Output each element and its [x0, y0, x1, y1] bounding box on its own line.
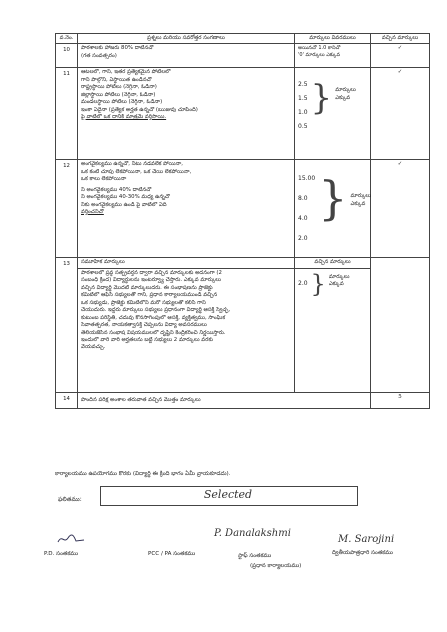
marks-value: 0.5: [298, 123, 308, 131]
marks-value: 1.0: [298, 109, 308, 117]
criteria-line: సంబంధి క్రింద) విద్యార్థులను ఇంటర్వ్యూ చేస్తారు. ఎక్కువ మార్కులు: [81, 277, 221, 284]
marks-label: [335, 81, 356, 102]
row-criteria: [78, 160, 295, 258]
row-number: 11: [56, 68, 78, 160]
marks-label-line: ఎక్కువ: [350, 200, 366, 207]
criteria-line: పాఠశాలకు హాజరు 80% దాటినచో: [81, 45, 154, 52]
marks-label-line: మార్కులు: [335, 87, 356, 94]
header-marks-detail: మార్కులు వివరములు: [295, 34, 371, 44]
row-number: 14: [56, 392, 78, 408]
criteria-line: పొందిన పరిక్ష అంశాల తరువాత వచ్చిన మొత్తం మార్కులు: [81, 396, 201, 403]
row-criteria: [78, 268, 295, 392]
row-criteria: [78, 392, 371, 408]
criteria-line: నీ అంగవైకల్యము 40% దాటినచో: [81, 186, 152, 193]
header-criteria: ప్రశ్నలు మరియు సవరోత్తర సంగణాలు: [78, 34, 295, 44]
table-row: [56, 44, 430, 68]
marks-value: 1.5: [298, 95, 308, 103]
table-row: [56, 392, 430, 408]
table-header-row: [56, 34, 430, 44]
head-office-label: (ప్రధాన కార్యాలయము): [250, 563, 302, 569]
marks-label-line: ఎక్కువ: [328, 281, 344, 288]
header-marks-awarded: వచ్చిన మార్కులు: [371, 34, 430, 44]
row-detail: [295, 44, 371, 68]
criteria-line: కుటుంబ పరిస్థితి, చదువు కొనసాగింపులో ఆసక్తి, వ్యక్తిత్వము, సాంఘిక: [81, 314, 226, 321]
row-awarded: [371, 258, 430, 392]
marks-values: [298, 81, 308, 137]
marks-value: 2.0: [298, 235, 308, 243]
criteria-line: అంగవైకల్యము ఉన్నచో, నీటు నడవలేక పోయినా,: [81, 161, 183, 168]
marks-values: [298, 272, 308, 294]
table-row: [56, 258, 430, 268]
row-number: 10: [56, 44, 78, 68]
criteria-line: ఇందులో వారి వారి అర్హతలను బట్టి సభ్యులు 2 మార్కులు వరకు: [81, 336, 213, 343]
criteria-line: గాని పాల్గొని, ఏస్థాయిత ఉండినచో: [81, 76, 152, 83]
office-use-note: కార్యాలయము ఉపయోగము కొరకు (విద్యార్థి ఈ క్రింది భాగం ఏమీ వ్రాయకూడదు).: [55, 471, 231, 477]
row-awarded: ✓: [371, 44, 430, 68]
row-criteria: [78, 68, 295, 160]
row-number: 12: [56, 160, 78, 258]
result-label: ఫలితము:: [58, 496, 82, 503]
header-serial: వ.నెం.: [56, 34, 78, 44]
marks-values: [298, 175, 315, 255]
row-detail: [295, 160, 371, 258]
row-detail: [295, 68, 371, 160]
marks-value: 8.0: [298, 195, 308, 203]
brace-icon: }: [310, 269, 326, 298]
criteria-line: మండలస్థాయి పోటీలు (నెగ్గినా, ఓడినా): [81, 99, 163, 106]
pd-signature-label: P.D. సంతకము: [44, 551, 79, 557]
pcc-signature-label: PCC / PA సంతకము: [148, 551, 196, 557]
result-value: Selected: [203, 488, 253, 501]
detail-line: '0' మార్కులు ఎక్కువ: [298, 52, 341, 59]
criteria-line: తెలియజేసిన సంభాష విషయములలో దృష్టిని కేంద్రీకరించి నిర్ణయిస్తారు.: [81, 329, 226, 336]
criteria-line: జిల్లాస్థాయి పోటీలు (నెగ్గినా, ఓడినా): [81, 91, 156, 98]
row-detail-title: వచ్చిన మార్కులు: [295, 258, 371, 268]
row-title: సమూహిక మార్కులు: [78, 258, 295, 268]
table-row: [56, 68, 430, 160]
criteria-line: పై వాటిలో ఒక దానికి మాత్రమే వర్తిసాయి.: [81, 114, 167, 121]
marks-value: 4.0: [298, 215, 308, 223]
marks-label: [350, 175, 371, 208]
criteria-line: వేయవచ్చు.: [81, 344, 106, 351]
pd-signature-icon: [56, 532, 86, 546]
criteria-line: పాఠశాలలో ప్రవ్ఠ సత్ప్రవర్తన ద్వారా వచ్చిన మార్కులకు అదనంగా (2: [81, 269, 222, 276]
criteria-line: చేయుదురు. ఇద్దరు మార్కులు సభ్యులు ప్రధానంగా విద్యార్థి ఆసక్తి స్వేచ్ఛ,: [81, 307, 231, 314]
marks-label-line: మార్కులు: [328, 273, 350, 280]
marks-value: 15.00: [298, 175, 316, 183]
criteria-line: ఒక కాలు లేకపోయినా: [81, 176, 127, 183]
marks-label-line: మార్కులు: [350, 193, 372, 200]
criteria-line: కమిటీలో ఆఫీసి సభ్యులతో గాని, ప్రధాన కార్యాలయముండి వచ్చిన: [81, 292, 218, 299]
criteria-line: ఆటలలో, గాని, ఇతర ప్రత్యేకమైన పోటీలలో: [81, 69, 171, 76]
marks-label-line: ఎక్కువ: [335, 94, 351, 101]
brace-icon: }: [318, 171, 348, 226]
criteria-line: ఒక సభ్యుడు, ప్రాజెక్టు కమిటీలోని మరో సభ్యులతో కలిసి గాని: [81, 299, 206, 306]
staff-handwritten-signature: P. Danalakshmi: [214, 528, 291, 539]
criteria-line: రాష్ట్రస్థాయి పోటీలు (నెగ్గినా, ఓడినా): [81, 84, 157, 91]
criteria-line: వచ్చిన విద్యార్థి మొదటి మార్కులుదరు. ఈ సంభాషణను ప్రాజెక్టు: [81, 284, 213, 291]
criteria-line: ఒక కంటి చూపు లేకపోయినా, ఒక చేయి లేకపోయినా,: [81, 168, 192, 175]
marks-value: 2.5: [298, 81, 308, 89]
detail-line: అయినచో 1.0 కానిచో: [298, 45, 341, 52]
criteria-line: నీకు అంగవైకల్యము ఉండి పై వాటిలో ఏది: [81, 201, 167, 208]
row-criteria: [78, 44, 295, 68]
principal-signature-label: ద్వితీయపాత్రధారి సంతకము: [332, 550, 393, 556]
criteria-line: సేవాతత్పరత, నాయకత్వాసక్తి చెప్పలను విద్యా అవసరములు: [81, 322, 207, 329]
row-awarded: ✓: [371, 160, 430, 258]
criteria-line: వర్తించనిచో: [81, 209, 104, 216]
criteria-line: నీ అంగవైకల్యము 40-30% మధ్య ఉన్నచో: [81, 194, 170, 201]
staff-signature-label: స్టాఫ్ సంతకము: [238, 553, 272, 559]
marks-value: 2.0: [298, 279, 308, 287]
principal-handwritten-signature: M. Sarojini: [338, 534, 395, 545]
criteria-line: (గత సంవత్సరం): [81, 52, 117, 59]
marks-table: [55, 33, 430, 409]
criteria-line: ఇంకా ఏదైనా (ప్రత్యేక అర్హత ఉన్నచో (ఋజువు చూపింది): [81, 106, 198, 113]
row-detail: [295, 268, 371, 392]
row-awarded: ✓: [371, 68, 430, 160]
row-number: 13: [56, 258, 78, 392]
total-score: 5: [371, 392, 430, 408]
table-row: [56, 160, 430, 258]
marks-label: [329, 272, 350, 289]
brace-icon: }: [310, 78, 333, 119]
